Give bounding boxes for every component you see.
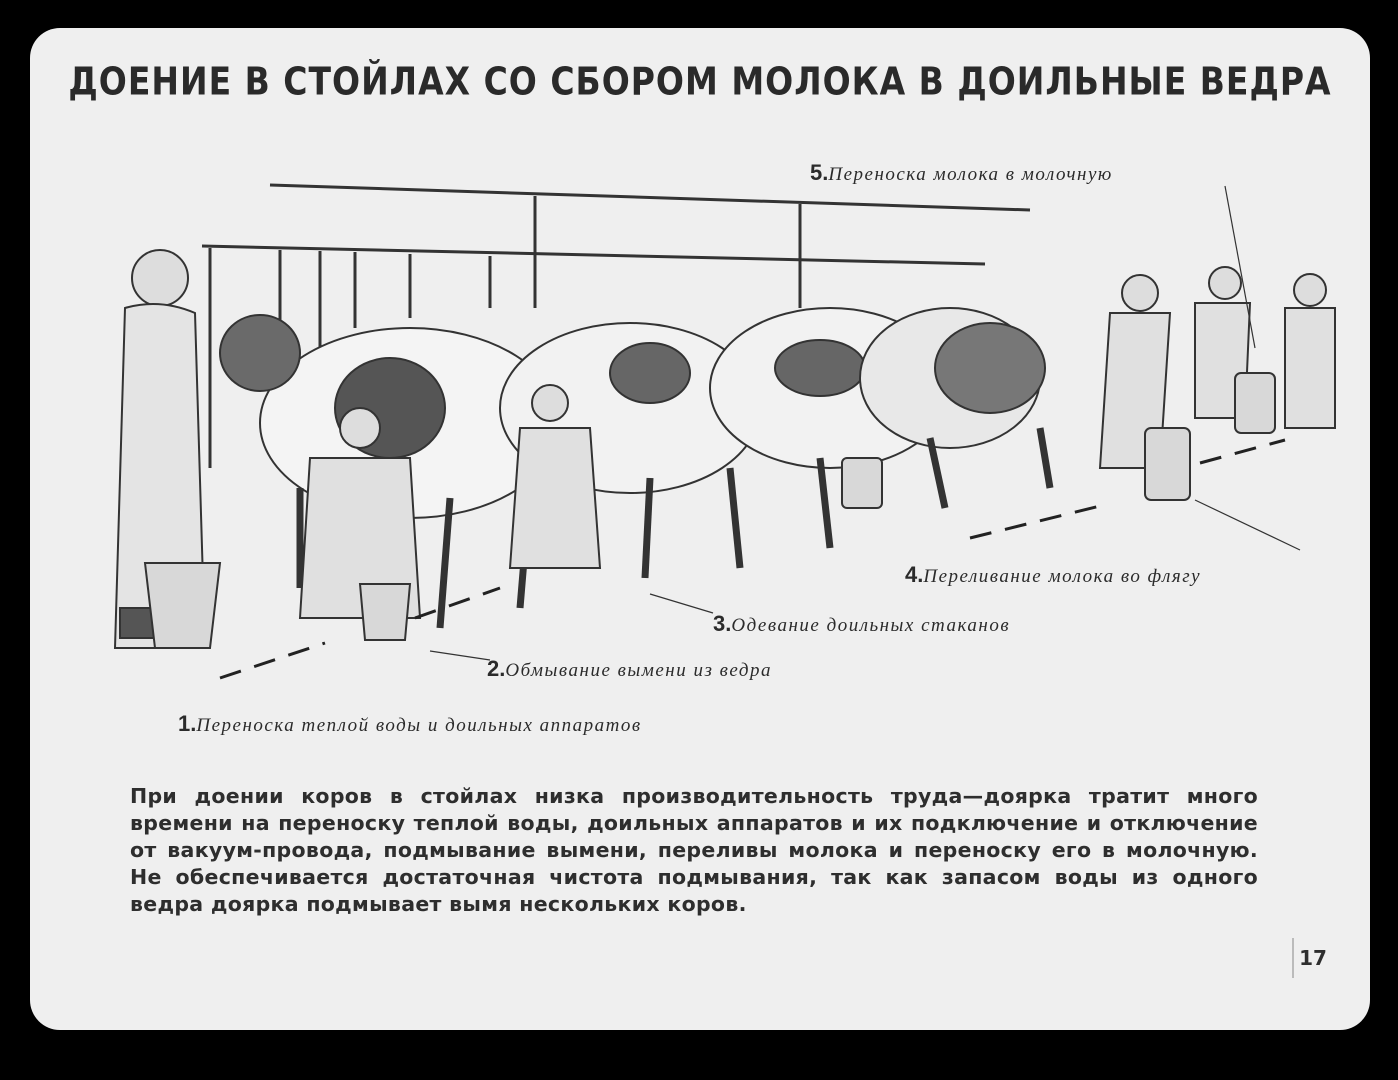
step-text: Обмывание вымени из ведра	[505, 660, 772, 681]
step-text: Переноска теплой воды и доильных аппаратов	[196, 715, 642, 736]
step-2-label	[487, 656, 772, 682]
step-number: 5.	[810, 160, 829, 185]
page-number: 17	[1292, 938, 1332, 978]
step-4-label	[905, 562, 1201, 588]
step-text: Переноска молока в молочную	[828, 164, 1113, 185]
step-number: 4.	[905, 562, 924, 587]
step-3-label	[713, 611, 1010, 637]
step-5-label	[810, 160, 1113, 186]
step-text: Переливание молока во флягу	[923, 566, 1202, 587]
step-1-label	[178, 711, 642, 737]
slide	[30, 28, 1370, 1030]
step-number: 1.	[178, 711, 197, 736]
description-text: При доении коров в стойлах низка производительность труда—доярка тратит много времени на переноску теплой воды, доильных аппаратов и их подключение и отключение от вакуум-провода, подмывание вымени, переливы молока и переноску его в молочную. Не обеспечивается достаточная чистота подмывания, так как запасом воды из одного ведра доярка подмывает вымя нескольких коров.	[130, 784, 1258, 916]
step-text: Одевание доильных стаканов	[731, 615, 1011, 636]
step-number: 2.	[487, 656, 506, 681]
step-number: 3.	[713, 611, 732, 636]
page-title: ДОЕНИЕ В СТОЙЛАХ СО СБОРОМ МОЛОКА В ДОИЛЬНЫЕ ВЕДРА	[68, 59, 1332, 104]
